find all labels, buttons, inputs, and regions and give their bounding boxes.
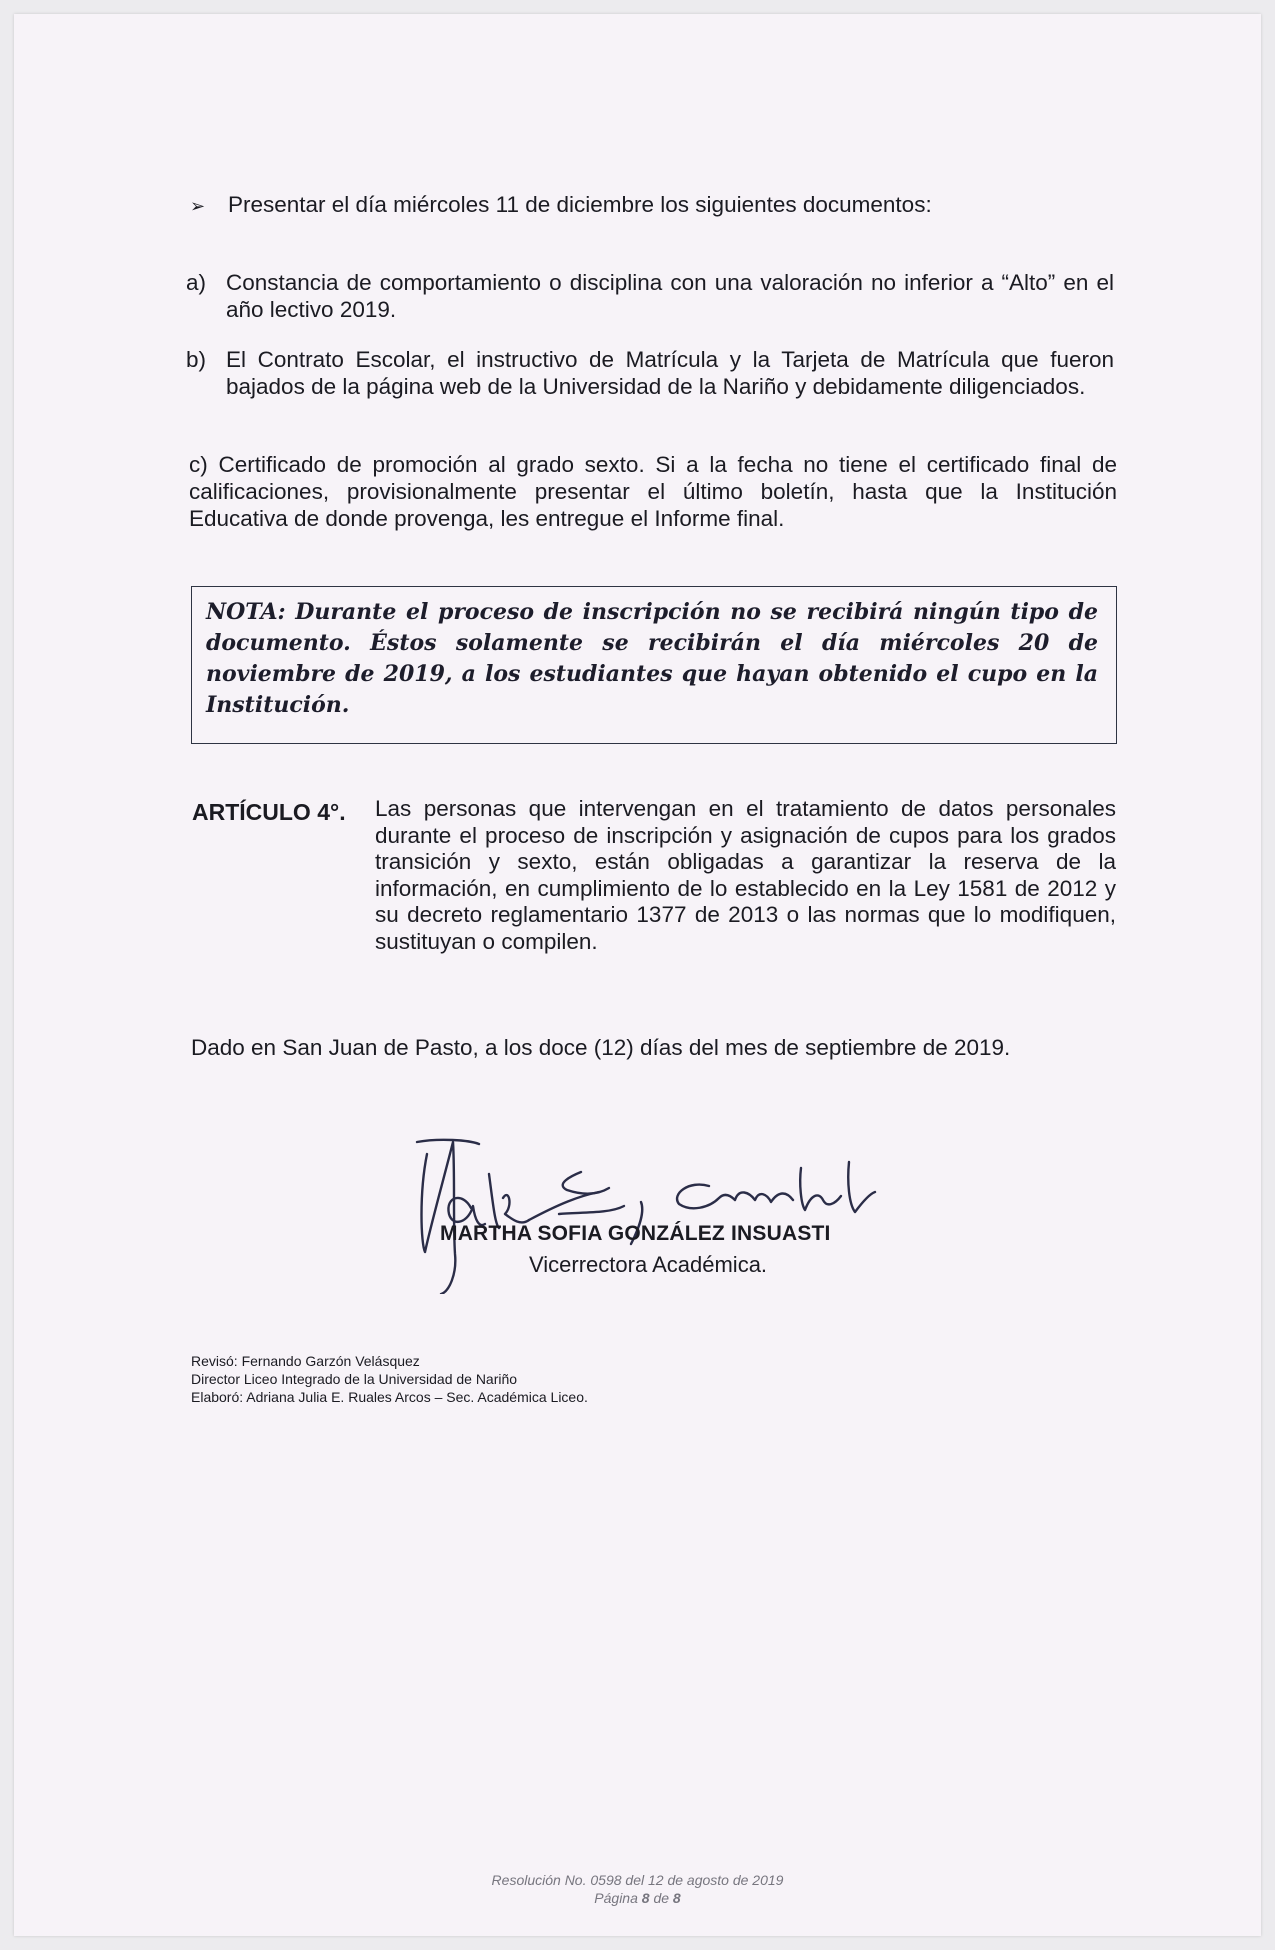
arrow-bullet-icon: ➢	[190, 196, 206, 216]
closing-line: Dado en San Juan de Pasto, a los doce (12) días del mes de septiembre de 2019.	[191, 1035, 1011, 1060]
article-text: Las personas que intervengan en el tratamiento de datos personales durante el proceso de inscripción y asignación de cupos para los grados transición y sexto, están obligadas a garantizar la reserva de la información, en cumplimiento de lo establecido en la Ley 1581 de 2012 y su decreto reglamentario 1377 de 2013 o las normas que lo modifiquen, sustituyan o compilen.	[375, 796, 1116, 954]
signer-title: Vicerrectora Académica.	[529, 1252, 768, 1277]
note-text: NOTA: Durante el proceso de inscripción no se recibirá ningún tipo de documento. Éstos solamente se recibirán el día miércoles 20 de noviembre de 2019, a los estudiantes que hayan obtenido el cupo en la Institución.	[206, 599, 1098, 718]
intro-text: Presentar el día miércoles 11 de diciembre los siguientes documentos:	[228, 192, 932, 217]
intro-line	[190, 190, 932, 221]
page-current: 8	[641, 1890, 650, 1906]
list-item-c	[189, 451, 1117, 532]
list-item-label: a)	[186, 270, 207, 295]
review-note-line: Elaboró: Adriana Julia E. Ruales Arcos – Sec. Académica Liceo.	[191, 1389, 588, 1405]
signer-name: MARTHA SOFIA GONZÁLEZ INSUASTI	[440, 1222, 831, 1245]
document-page	[14, 14, 1261, 1936]
review-note-line: Revisó: Fernando Garzón Velásquez	[191, 1353, 420, 1369]
review-note-line: Director Liceo Integrado de la Universidad de Nariño	[191, 1371, 518, 1387]
review-notes	[191, 1352, 588, 1406]
page-prefix: Página	[594, 1890, 638, 1906]
list-item-text: Constancia de comportamiento o disciplina con una valoración no inferior a “Alto” en el año lectivo 2019.	[226, 270, 1114, 322]
footer-resolution: Resolución No. 0598 del 12 de agosto de 2019	[491, 1872, 784, 1888]
page-total: 8	[672, 1890, 681, 1906]
list-item-text: El Contrato Escolar, el instructivo de Matrícula y la Tarjeta de Matrícula que fueron bajados de la página web de la Universidad de la Nariño y debidamente diligenciados.	[226, 347, 1114, 399]
footer-page-number	[14, 1890, 1261, 1906]
list-item-text: Certificado de promoción al grado sexto. Si a la fecha no tiene el certificado final de calificaciones, provisionalmente presentar el último boletín, hasta que la Institución Educativa de donde provenga, les entregue el Informe final.	[189, 452, 1117, 531]
page-separator: de	[653, 1890, 670, 1906]
note-box	[191, 586, 1117, 744]
list-item-label: c)	[189, 452, 208, 477]
article-heading: ARTÍCULO 4°.	[192, 799, 346, 825]
list-item-b	[186, 346, 1114, 400]
list-item-label: b)	[186, 347, 207, 372]
list-item-a	[186, 269, 1114, 323]
